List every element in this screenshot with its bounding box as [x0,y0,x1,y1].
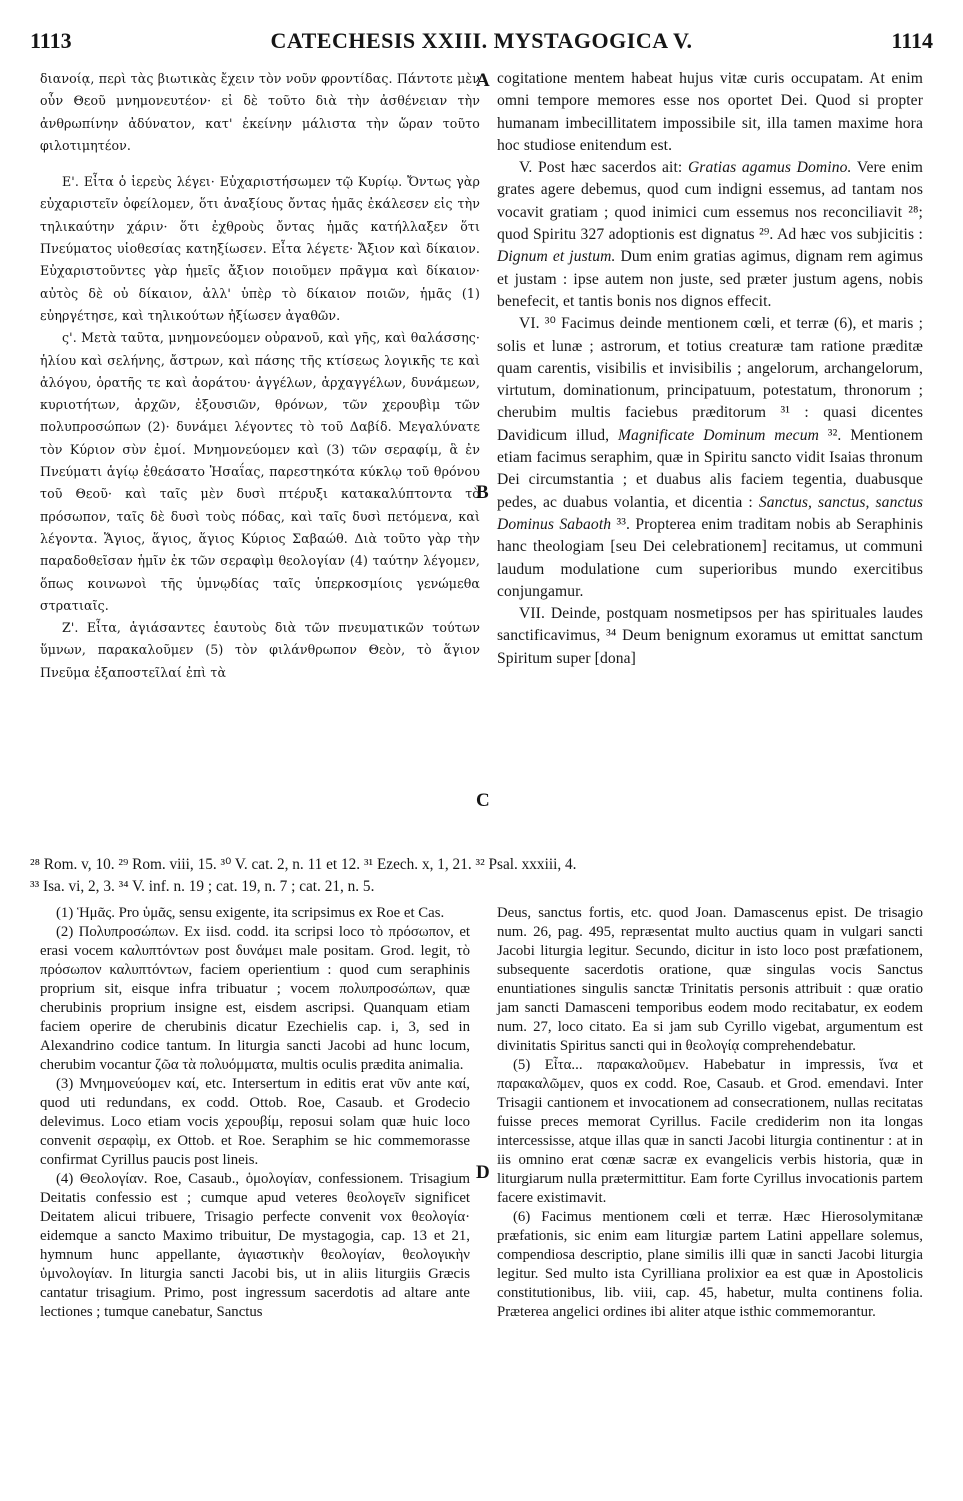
reference-line-1: ²⁸ Rom. v, 10. ²⁹ Rom. viii, 15. ³⁰ V. cat. 2, n. 11 et 12. ³¹ Ezech. x, 1, 21. ³² Psal. xxxiii, 4. [30,856,577,873]
greek-paragraph-5: Ε'. Εἶτα ὁ ἱερεὺς λέγει· Εὐχαριστήσωμεν τῷ Κυρίῳ. Ὄντως γὰρ εὐχαριστεῖν ὀφείλομεν, ὅτι ἀναξίους ὄντας ἡμᾶς ἐκάλεσεν εἰς τὴν τηλικαύτην χάριν· ὅτι ἐχθροὺς ὄντας ἡμᾶς κατήλλαξεν ὅτι Πνεύματος υἱοθεσίας κατηξίωσεν. Εἶτα λέγετε· Ἄξιον καὶ δίκαιον. Εὐχαριστοῦντες γὰρ ἡμεῖς ἄξιον ποιοῦμεν πρᾶγμα καὶ δίκαιον· αὐτὸς δὲ οὐ δίκαιον, ἀλλ' ὑπὲρ τὸ δίκαιον ποιῶν, ἡμᾶς (1) εὐηργέτησε, καὶ τηλικούτων ἠξίωσεν ἀγαθῶν. [40,174,480,323]
margin-marker-d: D [476,1162,490,1183]
latin-paragraph-6: VI. ³⁰ Facimus deinde mentionem cœli, et terræ (6), et maris ; solis et lunæ ; astrorum, et totius creaturæ tam ratione præditæ quam carentis, visibilis et invisibilis ; angelorum, archangelorum, virtutum, dominationum, principatuum, potestatum, thronorum ; cherubim multis faciebus præditorum ³¹ : quasi dicentes Davidicum illud, Magnificate Dominum mecum ³². Mentionem etiam facimus seraphim, quæ in Spiritu sancto vidit Isaias thronum Dei circumstantia ; et duabus alis faciem tegentia, duabusque pedes, ac duabus volantia, et dicentia : Sanctus, sanctus, sanctus Dominus Sabaoth ³³. Propterea enim traditam nobis ab Seraphinis hanc theologiam [seu Dei celebrationem] recitamus, ut communi laudum modulatione cum superioribus mundo exercitibus conjungamur. [497,315,923,600]
latin-paragraph-7: VII. Deinde, postquam nosmetipsos per has spirituales laudes sanctificavimus, ³⁴ Deum benignum exoramus ut emittat sanctum Spiritum super [dona] [497,605,923,667]
scripture-references [30,854,930,898]
left-page-number: 1113 [30,28,72,53]
footnotes-left [40,904,470,1322]
footnote-4-continued: Deus, sanctus fortis, etc. quod Joan. Damascenus epist. De trisagio num. 26, pag. 495, repræsentat multo auctius quam in vulgari sancti Jacobi liturgia legitur. Secundo, dicitur in isto loco post præfationem, subsequente sacerdotis oratione, quæ singulas vocis Sanctus enuntiationes singulis sanctæ Trinitatis personis attribuit : quæ oratio jam sancti Damasceni temporibus eodem modo recitabatur, ex eodem num. 27, loco citato. Ea si jam sub Cyrillo vigebat, argumentum est divinitatis Spiritus sancti qui in θεολογίᾳ comprehendebatur. [497,905,923,1054]
greek-paragraph-7: Ζ'. Εἶτα, ἁγιάσαντες ἑαυτοὺς διὰ τῶν πνευματικῶν τούτων ὕμνων, παρακαλοῦμεν (5) τὸν φιλάνθρωπον Θεὸν, τὸ ἅγιον Πνεῦμα ἐξαποστεῖλαί ἐπὶ τὰ [40,620,480,680]
running-header [22,28,941,58]
footnote-4: (4) Θεολογίαν. Roe, Casaub., ὁμολογίαν, confessionem. Trisagium Deitatis confessio est ; cumque apud veteres θεολογεῖν significet Deitatem alicui tribuere, Trisagio perfecte convenit vox θεολογία· eidemque a sancto Maximo tribuitur, De mystagogia, cap. 13 et 21, hymnum hunc appellante, ἁγιαστικὴν θεολογίαν, θεολογικὴν ὑμνολογίαν. In liturgia sancti Jacobi bis, ut in aliis liturgiis Græcis cantatur trisagium. Primo, post ingressum sacerdotis ad altare ante lectiones ; tumque canebatur, Sanctus [40,1171,470,1320]
greek-paragraph-1: διανοίᾳ, περὶ τὰς βιωτικὰς ἔχειν τὸν νοῦν φροντίδας. Πάντοτε μὲν οὖν Θεοῦ μνημονευτέον· εἰ δὲ τοῦτο διὰ τὴν ἀσθένειαν τὴν ἀνθρωπίνην ἀδύνατον, κατ' ἐκείνην μάλιστα τὴν ὥραν τοῦτο φιλοτιμητέον. [40,71,480,153]
footnote-3: (3) Μνημονεύομεν καί, etc. Intersertum in editis erat νῦν ante καί, quod uti redundans, ex codd. Ottob. Roe, Casaub. et Grodecio delevimus. Loco etiam vocis χερουβίμ, reposui solam quæ huic loco convenit σεραφὶμ, ex Ottob. et Roe. Seraphim se hic commemorasse confirmat Cyrillus paucis post lineis. [40,1076,470,1168]
greek-paragraph-6: ς'. Μετὰ ταῦτα, μνημονεύομεν οὐρανοῦ, καὶ γῆς, καὶ θαλάσσης· ἡλίου καὶ σελήνης, ἄστρων, καὶ πάσης τῆς κτίσεως λογικῆς τε καὶ ἀλόγου, ὁρατῆς τε καὶ ἀοράτου· ἀγγέλων, ἀρχαγγέλων, δυνάμεων, κυριοτήτων, ἀρχῶν, ἐξουσιῶν, θρόνων, τῶν χερουβὶμ τῶν πολυπροσώπων (2)· δυνάμει λέγοντες τὸ τοῦ Δαβίδ. Μεγαλύνατε τὸν Κύριον σὺν ἐμοί. Μνημονεύομεν καὶ (3) τῶν σεραφίμ, ἃ ἐν Πνεύματι ἁγίῳ ἐθεάσατο Ἡσαΐας, παρεστηκότα κύκλῳ τοῦ θρόνου τοῦ Θεοῦ· καὶ ταῖς μὲν δυσὶ πτέρυξι κατακαλύπτοντα τὸ πρόσωπον, ταῖς δὲ δυσὶ τοὺς πόδας, καὶ ταῖς δυσὶ πετόμενα, καὶ λέγοντα. Ἅγιος, ἅγιος, ἅγιος Κύριος Σαβαώθ. Διὰ τοῦτο γὰρ τὴν παραδοθεῖσαν ἡμῖν ἐκ τῶν σεραφὶμ θεολογίαν (4) ταύτην λέγομεν, ὅπως κοινωνοὶ τῆς ὑμνῳδίας ταῖς ὑπερκοσμίοις γενώμεθα στρατιαῖς. [40,330,480,613]
latin-paragraph-1: cogitatione mentem habeat hujus vitæ curis occupatam. At enim omni tempore memores esse nos oportet Dei. Quod si propter humanam imbecillitatem impossibile sit, illa tamen maxime hora hoc studiose enitendum est. [497,70,923,154]
margin-marker-a: A [476,70,490,91]
margin-marker-c: C [476,790,490,811]
footnote-5: (5) Εἶτα... παρακαλοῦμεν. Habebatur in impressis, ἵνα et παρακαλῶμεν, quos ex codd. Roe, Casaub. et Grod. emendavi. Inter Trisagii cantionem et invocationem ad consecrationem, nullas recitatas fuisse preces memorat Cyrillus. Facile crediderim non ita longas intercessisse, atque illas quæ in sancti Jacobi liturgia continentur : at in iis omnino erat cœnæ sacræ ex evangelicis verbis historia, quæ in liturgiarum nulla prætermittitur. Eam forte Cyrillus invocationis partem facere existimavit. [497,1057,923,1206]
greek-column [40,68,480,684]
margin-marker-b: B [476,482,489,503]
footnotes-right [497,904,923,1322]
footnote-1: (1) Ἡμᾶς. Pro ὑμᾶς, sensu exigente, ita scripsimus ex Roe et Cas. [56,905,445,921]
running-title: CATECHESIS XXIII. MYSTAGOGICA V. [270,28,693,53]
footnote-6: (6) Facimus mentionem cœli et terræ. Hæc Hierosolymitanæ præfationis, sic enim eam liturgiæ partem Latini appellare solemus, compendiosa descriptio, plane similis illi quæ in sancti Jacobi liturgia legitur. Sed multo ista Cyrilliana prolixior ea est quæ in Apostolicis constitutionibus, lib. viii, cap. 45, habetur, multa continens folia. Præterea angelici ordines ibi aliter atque isthic commemorantur. [497,1209,923,1320]
footnote-2: (2) Πολυπροσώπων. Ex iisd. codd. ita scripsi loco τὸ πρόσωπον, et erasi vocem καλυπτόντων post δυνάμει male positam. Grod. legit, τὸ πρόσωπον καλυπτόντων, faciem operientium : quod cum seraphinis proprium sit, eisque infra tribuatur ; vocem πολυπροσώπων, quæ cherubinis proprium insigne est, eisdem ascripsi. Quanquam etiam faciem operire de cherubinis dicatur Ezechielis cap. i, 3, sed in Alexandrino codice tantum. In liturgia sancti Jacobi ad hunc locum, cherubim vocantur ζῶα τὰ πολυόμματα, multis oculis prædita animalia. [40,924,470,1073]
reference-line-2: ³³ Isa. vi, 2, 3. ³⁴ V. inf. n. 19 ; cat. 19, n. 7 ; cat. 21, n. 5. [30,878,375,895]
right-page-number: 1114 [891,28,933,53]
latin-paragraph-5: V. Post hæc sacerdos ait: Gratias agamus Domino. Vere enim grates agere debemus, quod cum indigni essemus, ad tantam nos vocavit gratiam ; quod inimici cum essemus nos reconciliavit ²⁸; quod Spiritu 327 adoptionis est dignatus ²⁹. Ad hæc vos subjicitis : Dignum et justum. Dum enim gratias agimus, dignam rem agimus et justam : ipse autem non juste, sed præter justum agens, nobis benefecit, et tantis bonis nos dignos effecit. [497,159,923,310]
latin-column [497,68,923,670]
